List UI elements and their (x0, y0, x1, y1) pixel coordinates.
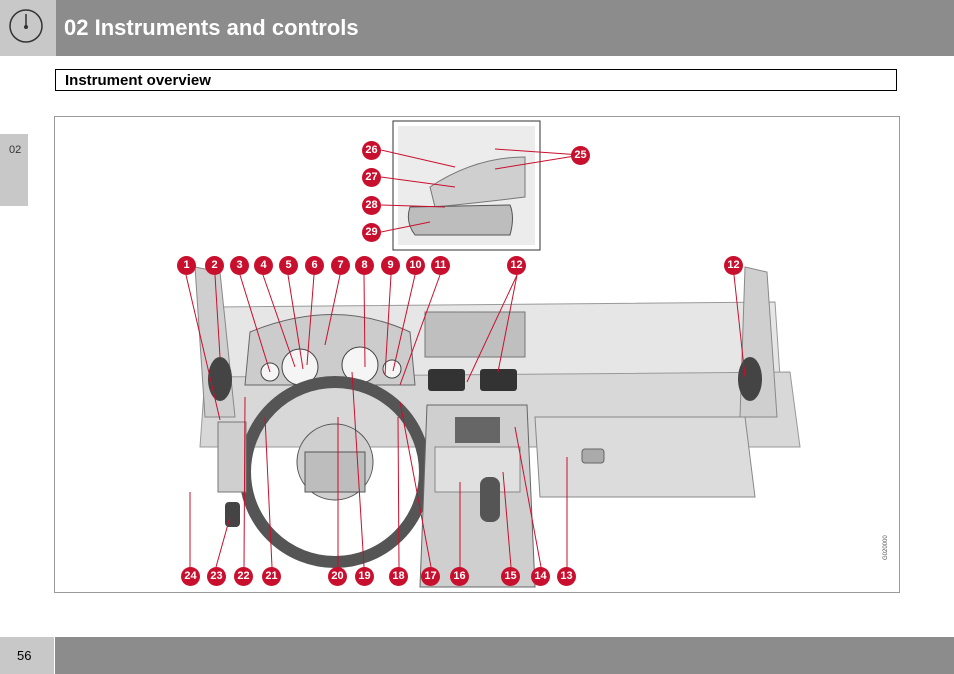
footer-bar (55, 637, 954, 674)
callout-10: 10 (406, 256, 425, 275)
callout-23: 23 (207, 567, 226, 586)
callout-6: 6 (305, 256, 324, 275)
callout-12b: 12 (724, 256, 743, 275)
dashboard-illustration (54, 116, 900, 593)
callout-2: 2 (205, 256, 224, 275)
image-code: G020000 (883, 535, 889, 560)
chapter-title: 02 Instruments and controls (64, 15, 359, 40)
callout-1: 1 (177, 256, 196, 275)
callout-3: 3 (230, 256, 249, 275)
callout-18: 18 (389, 567, 408, 586)
callout-19: 19 (355, 567, 374, 586)
callout-11: 11 (431, 256, 450, 275)
callout-22: 22 (234, 567, 253, 586)
callout-12a: 12 (507, 256, 526, 275)
callout-29: 29 (362, 223, 381, 242)
callout-14: 14 (531, 567, 550, 586)
side-tab-label: 02 (9, 144, 22, 156)
callout-28: 28 (362, 196, 381, 215)
callout-15: 15 (501, 567, 520, 586)
callout-13: 13 (557, 567, 576, 586)
chapter-side-tab[interactable] (0, 134, 28, 206)
chapter-icon-box (0, 0, 56, 56)
callout-9: 9 (381, 256, 400, 275)
callout-26: 26 (362, 141, 381, 160)
callout-24: 24 (181, 567, 200, 586)
callout-4: 4 (254, 256, 273, 275)
dashboard-drawing (55, 117, 901, 594)
page-number: 56 (17, 648, 32, 663)
callout-25: 25 (571, 146, 590, 165)
section-title: Instrument overview (65, 72, 211, 89)
gauge-icon (0, 0, 56, 56)
callout-27: 27 (362, 168, 381, 187)
footer-page-box (0, 637, 54, 674)
callout-7: 7 (331, 256, 350, 275)
page-header (0, 0, 954, 56)
callout-5: 5 (279, 256, 298, 275)
callout-16: 16 (450, 567, 469, 586)
callout-21: 21 (262, 567, 281, 586)
section-heading-box (55, 69, 897, 91)
callout-17: 17 (421, 567, 440, 586)
callout-8: 8 (355, 256, 374, 275)
callout-20: 20 (328, 567, 347, 586)
